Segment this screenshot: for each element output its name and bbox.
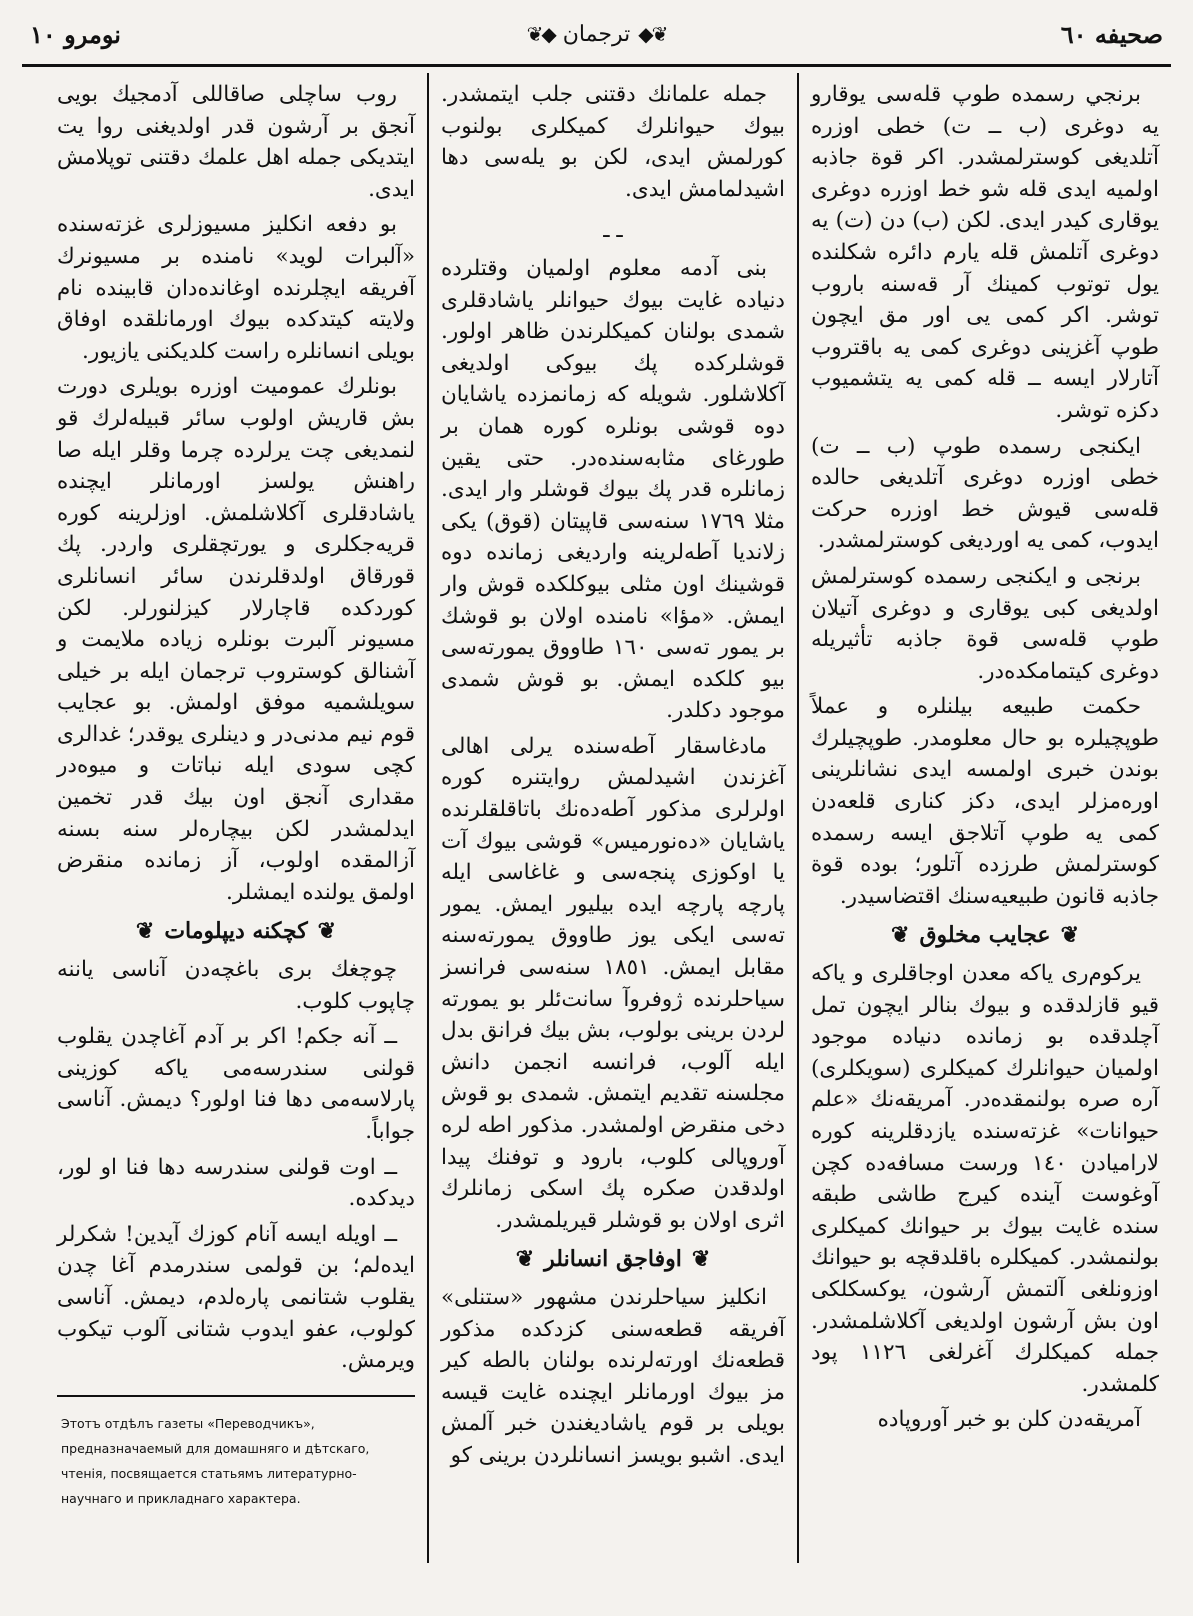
- page-header: [22, 14, 1171, 54]
- paragraph: بو دفعه انكليز مسيوزلری غزته‌سنده «آلبرات لويد» نامنده بر مسيونرك آفريقه ايچلرنده اوغانده‌دان قابينده نام ولايته كيتدكده بيوك اورمانلقده اوفاق بويلی انسانلره راست كلديكنی يازيور.: [57, 212, 415, 364]
- paragraph: جمله علمانك دقتنی جلب ايتمشدر. بيوك حيوانلرك كميكلری بولنوب كورلمش ايدی، لكن بو يله‌سی دها اشيدلمامش ايدی.: [441, 82, 785, 202]
- column-left: [45, 73, 427, 1563]
- paragraph: ــ اويله ايسه آنام كوزك آيدين! شكرلر ايدەلم؛ بن قولمی سندرمدم آغا چدن يقلوب شتانمی پاره‌لدم، ديمش. آناسی كولوب، عفو ايدوب شتانی آلوب تيكوب ويرمش.: [57, 1221, 415, 1374]
- paragraph: حكمت طبيعه بيلنلره و عملاً طوپچيلره بو حال معلومدر. طوپچيلرك بوندن خبری اولمسه ايدی نشانلرينی اوره‌مزلر ايدی، دكز كناری قلعه‌دن كمی يه طوپ آتلاجق ايسه رسمده كوسترلمش طرزده آتلور؛ بوده قوة جاذبه قانون طبيعيه‌سنك اقتضاسيدر.: [811, 694, 1159, 909]
- column-right: [799, 73, 1171, 1563]
- section-heading: ❦ اوفاجق انسانلر ❦: [441, 1244, 785, 1276]
- section-heading: ❦ عجايب مخلوق ❦: [811, 920, 1159, 952]
- paragraph: ــ اوت قولنی سندرسه دها فنا او لور، ديدكده.: [57, 1154, 415, 1212]
- paragraph: چوچغك بری باغچه‌دن آناسی ياننه چاپوب كلوب.: [57, 957, 415, 1014]
- paragraph: ايكنجی رسمده طوپ (ب ــ ت) خطی اوزره دوغری آتلديغی حالده قله‌سی قيوش خط اوزره حركت ايدوب، كمی يه اورديغی كوسترلمشدر.: [811, 433, 1159, 554]
- ornament-icon: ❦: [891, 922, 910, 949]
- section-divider: ـ ـ: [603, 218, 623, 244]
- ornament-icon: ❦: [317, 918, 337, 945]
- ornament-icon: ❦: [691, 1246, 711, 1273]
- paragraph: انكليز سياحلرندن مشهور «ستنلی» آفريقه قطعه‌سنی كزدكده مذكور قطعه‌نك اورته‌لرنده بولنان بالطه كير مز بيوك اورمانلر ايچنده غايت قيسه بويلی بر قوم ياشاديغندن خبر آلمش ايدی. اشبو بويسز انسانلردن برينی كو: [441, 1284, 785, 1468]
- section-heading: ❦ كچكنه ديپلومات ❦: [57, 916, 415, 948]
- columns: [22, 73, 1171, 1563]
- notice-rule: [57, 1395, 415, 1397]
- ornament-icon: ❦: [135, 918, 155, 945]
- paragraph: بنی آدمه معلوم اولميان وقتلرده دنياده غايت بيوك حيوانلر ياشادقلری شمدی بولنان كميكلرندن ظاهر اولور. قوشلركده پك بيوكی اولديغی آكلاشلور. شويله كه زمانمزده ياشايان دوه قوشی بونلره كوره همان بر طورغای مثابه‌سنده‌در. حتی يقين زمانلره قدر پك بيوك قوشلر وار ايدی. مثلا ١٧٦٩ سنه‌سی قاپيتان (قوق) يكی زلانديا آطه‌لرينه وارديغی زمانده دوه قوشينك اون مثلی بيوكلكده قوش وار ايمش. «مؤا» نامنده اولان بو قوشك بر يمور ته‌سی ١٦٠ طاووق يمورته‌سی بيو كلكده ايمش. بو قوش شمدی موجود دكلدر.: [441, 255, 785, 724]
- paragraph: بونلرك عموميت اوزره بويلری دورت بش قاريش اولوب سائر قبيله‌لرك قو لنمديغی چت يرلرده چرما وقلر ايله صا راهنش يولسز اورمانلر ايچنده ياشادقلری آكلاشلمش. اوزلرينه كوره قريه‌جكلری و يورتچقلری واردر. پك قورقاق اولدقلرندن سائر انسانلری كوردكده قاچارلار كيزلنورلر. لكن مسيونر آلبرت بونلره زياده ملايمت و آشنالق كوستروب ترجمان ايله بر خيلی سويلشميه موفق اولمش. بو عجايب قوم نيم مدنی‌در و دينلری يوقدر؛ غدالری كچی سودی ايله نباتات و ميوه‌در مقداری آنجق اون بيك قدر تخمين ايدلمشدر لكن بيچاره‌لر سنه بسنه آزالمقده اولوب، آز زمانده منقرض اولمق يولنده ايمشلر.: [57, 374, 415, 905]
- paragraph: مادغاسقار آطه‌سنده يرلی اهالی آغزندن اشيدلمش روايتنره كوره اولرلری مذكور آطه‌ده‌نك باتاقلقلرنده ياشايان «ده‌نورميس» قوشی بيوك آت يا اوكوزی پنجه‌سی و غاغاسی ايله پارچه پارچه ايده بيليور ايمش. يمور ته‌سی ايكی يوز طاووق يمورته‌سنه مقابل ايمش. ١٨٥١ سنه‌سی فرانسز سياحلرنده ژوفروآ سانت‌ئلر بو يمورته لردن برينی بولوب، بش بيك فرانق بدل ايله آلوب، فرانسه انجمن دانش مجلسنه تقديم ايتمش. شمدی بو قوش دخی منقرض اولمشدر. مذكور اطه لره آوروپالی كلوب، بارود و توفنك پيدا اولدقدن صكره پك اسكی زمانلرك اثری اولان بو قوشلر قيريلمشدر.: [441, 733, 785, 1233]
- ornament-icon: ◆❦: [638, 22, 667, 46]
- ornament-icon: ❦◆: [526, 22, 555, 46]
- header-rule: [22, 64, 1171, 67]
- issue-number: نومرو ١٠: [30, 19, 121, 49]
- paragraph: برنجي رسمده طوپ قله‌سی يوقارو يه دوغری (ب ــ ت) خطی اوزره آتلديغی كوسترلمشدر. اكر قوة جاذبه اولميه ايدی قله شو خط اوزره دوغری يوقاری كيدر ايدی. لكن (ب) دن (ت) يه دوغری آتلمش قله يارم دائره شكلنده يول توتوب كمينك آر قه‌سنه باروب توشر. اكر كمی يی اور مق ايچون طوپ آغزينی دوغری كمی يه باقتروب آتارلار ايسه ــ قله كمی يه يتشميوب دكزه توشر.: [811, 82, 1159, 423]
- ornament-icon: ❦: [1060, 922, 1079, 949]
- column-middle: [427, 73, 799, 1563]
- newspaper-title: ترجمان: [562, 21, 631, 47]
- ornament-icon: ❦: [515, 1246, 535, 1273]
- russian-notice: Этотъ отдѣлъ газеты «Переводчикъ», предназначаемый для домашняго и дѣтскаго, чтенія, посвящается статьямъ литературно-научнаго и прикладнаго характера.: [61, 1415, 370, 1506]
- paragraph: برنجی و ايكنجی رسمده كوسترلمش اولديغی كبی يوقاری و دوغری آتيلان طوپ قله‌سی قوة جاذبه تأثيريله دوغری كيتمامكده‌در.: [811, 563, 1159, 684]
- page-number: صحيفه ٦٠: [1060, 19, 1163, 49]
- masthead: [527, 22, 667, 47]
- paragraph: يركوم‌ری ياكه معدن اوجاقلری و ياكه قيو قازلدقده و بيوك بنالر ايچون تمل آچلدقده بو زمانده دنياده موجود اولميان حيوانلرك كميكلری (سويكلری) آره صره بولنمقده‌در. آمريقه‌نك «علم حيوانات» غزته‌سنده يازدقلرينه كوره لاراميادن ١٤٠ ورست مسافه‌ده كچن آوغوست آينده كيرج طاشی طبقه سنده غايت بيوك بر حيوانك كميكلری بولنمشدر. كميكلره باقلدقچه بو حيوانك اوزونلغی آلتمش آرشون، يوكسكلكی اون بش آرشون اولديغی آكلاشلمشدر. جمله كميكلرك آغرلغی ١١٢٦ پود كلمشدر.: [811, 961, 1159, 1397]
- paragraph: ــ آنه جكم! اكر بر آدم آغاچدن يقلوب قولنی سندرسه‌می ياكه كوزينی پارلاسه‌می دها فنا اولور؟ ديمش. آناسی جواباً.: [57, 1024, 415, 1144]
- paragraph: آمريقه‌دن كلن بو خبر آوروپاده: [877, 1407, 1141, 1433]
- paragraph: روب ساچلی صاقاللی آدمجيك بويی آنجق بر آرشون قدر اولديغنی روا يت ايتديكی جمله اهل علمك دقتنی توپلامش ايدی.: [57, 82, 415, 202]
